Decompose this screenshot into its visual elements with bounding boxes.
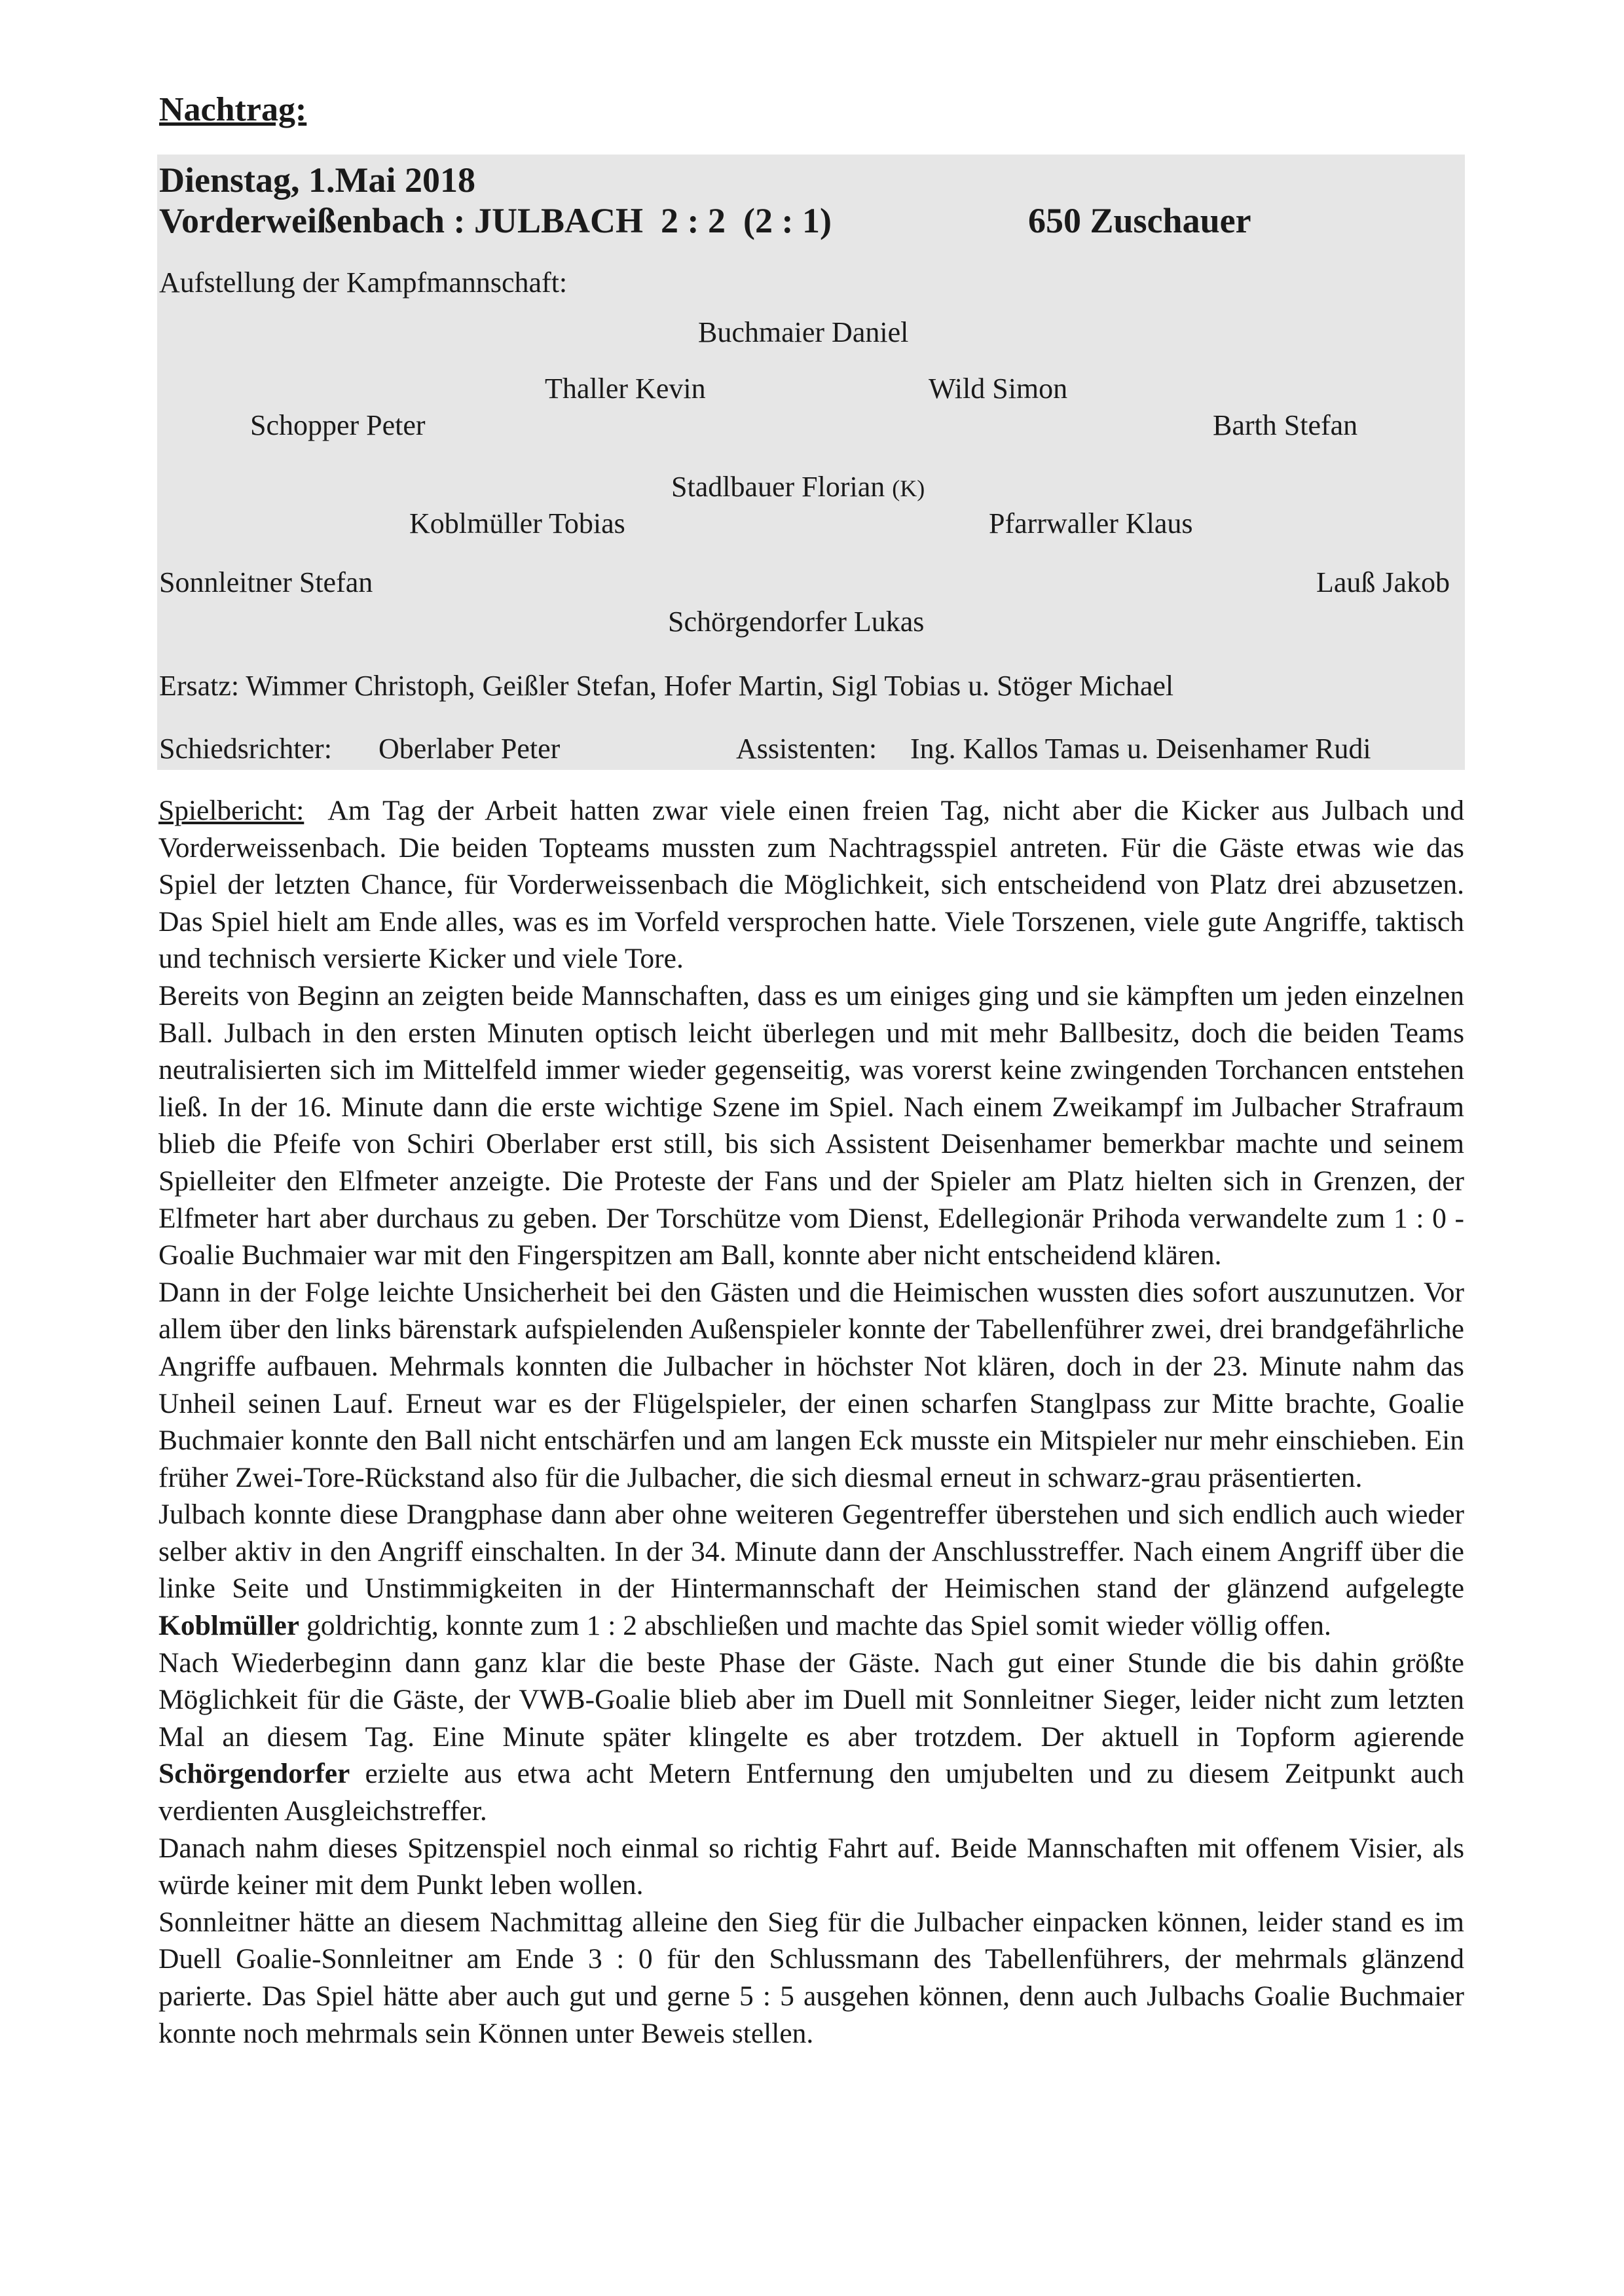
report-paragraph <box>158 1496 1464 1644</box>
substitutes: Ersatz: Wimmer Christoph, Geißler Stefan, Hofer Martin, Sigl Tobias u. Stöger Michael <box>159 670 1174 702</box>
referee-label: Schiedsrichter: <box>159 733 332 765</box>
assistants-names: Ing. Kallos Tamas u. Deisenhamer Rudi <box>910 733 1371 765</box>
player-fb-right: Barth Stefan <box>1213 409 1358 441</box>
player-highlight: Koblmüller <box>158 1610 300 1642</box>
lineup-label: Aufstellung der Kampfmannschaft: <box>159 266 568 299</box>
report-text: erzielte aus etwa acht Metern Entfernung den umjubelten und zu diesem Zeitpunkt auch verdienten Ausgleichstreffer. <box>158 1758 1464 1827</box>
player-highlight: Schörgendorfer <box>158 1758 350 1790</box>
player-wing-right: Lauß Jakob <box>1316 566 1450 598</box>
report-text: Julbach konnte diese Drangphase dann aber ohne weiteren Gegentreffer überstehen und sich endlich auch wieder selber aktiv in den Angriff einschalten. In der 34. Minute dann der Anschlusstreffer. Nach einem Angriff über die linke Seite und Unstimmigkeiten in der Hintermannschaft der Heimischen stand der glänzend aufgelegte <box>158 1499 1464 1605</box>
match-date: Dienstag, 1.Mai 2018 <box>159 160 475 200</box>
match-report <box>158 792 1464 2052</box>
page-title: Nachtrag: <box>159 91 307 128</box>
referee-name: Oberlaber Peter <box>378 733 561 765</box>
player-cb-left: Thaller Kevin <box>545 373 706 405</box>
player-cb-right: Wild Simon <box>929 373 1068 405</box>
report-paragraph <box>158 1645 1464 1830</box>
report-text: Am Tag der Arbeit hatten zwar viele einen freien Tag, nicht aber die Kicker aus Julbach und Vorderweissenbach. Die beiden Topteams mussten zum Nachtragsspiel antreten. Für die Gäste etwas wie das Spiel der letzten Chance, für Vorderweissenbach die Möglichkeit, sich entscheidend von Platz drei abzusetzen. Das Spiel hielt am Ende alles, was es im Vorfeld versprochen hatte. Viele Torszenen, viele gute Angriffe, taktisch und technisch versierte Kicker und viele Tore. <box>158 795 1464 975</box>
report-paragraph: Bereits von Beginn an zeigten beide Mannschaften, dass es um einiges ging und sie kämpften um jeden einzelnen Ball. Julbach in den ersten Minuten optisch leicht überlegen und mit mehr Ballbesitz, doch die beiden Teams neutralisierten sich im Mittelfeld immer wieder gegenseitig, was vorerst keine zwingenden Torchancen entstehen ließ. In der 16. Minute dann die erste wichtige Szene im Spiel. Nach einem Zweikampf im Julbacher Strafraum blieb die Pfeife von Schiri Oberlaber erst still, bis sich Assistent Deisenhamer bemerkbar machte und seinem Spielleiter den Elfmeter anzeigte. Die Proteste der Fans und der Spieler am Platz hielten sich in Grenzen, der Elfmeter hart aber durchaus zu geben. Der Torschütze vom Dienst, Edellegionär Prihoda verwandelte zum 1 : 0 - Goalie Buchmaier war mit den Fingerspitzen am Ball, konnte aber nicht entscheidend klären. <box>158 979 1464 1271</box>
player-mid-right: Pfarrwaller Klaus <box>989 507 1193 539</box>
report-label: Spielbericht: <box>158 795 304 826</box>
player-captain <box>671 470 925 503</box>
player-fb-left: Schopper Peter <box>250 409 426 441</box>
report-paragraph <box>158 792 1464 977</box>
player-mid-left: Koblmüller Tobias <box>409 507 625 539</box>
player-goalkeeper: Buchmaier Daniel <box>698 316 909 348</box>
report-paragraph: Sonnleitner hätte an diesem Nachmittag alleine den Sieg für die Julbacher einpacken können, leider stand es im Duell Goalie-Sonnleitner am Ende 3 : 0 für den Schlussmann des Tabellenführers, der mehrmals glänzend parierte. Das Spiel hätte aber auch gut und gerne 5 : 5 ausgehen können, denn auch Julbachs Goalie Buchmaier konnte noch mehrmals sein Können unter Beweis stellen. <box>158 1906 1464 2049</box>
spectators: 650 Zuschauer <box>1028 201 1251 240</box>
captain-mark: (K) <box>892 475 925 501</box>
assistants-label: Assistenten: <box>736 733 877 765</box>
match-info-box <box>157 155 1465 770</box>
report-paragraph: Dann in der Folge leichte Unsicherheit bei den Gästen und die Heimischen wussten dies sofort auszunutzen. Vor allem über den links bärenstark aufspielenden Außenspieler konnte der Tabellenführer zwei, drei brandgefährliche Angriffe aufbauen. Mehrmals konnten die Julbacher in höchster Not klären, doch in der 23. Minute nahm das Unheil seinen Lauf. Erneut war es der Flügelspieler, der einen scharfen Stanglpass zur Mitte brachte, Goalie Buchmaier konnte den Ball nicht entschärfen und am langen Eck musste ein Mitspieler nur mehr einschieben. Ein früher Zwei-Tore-Rückstand also für die Julbacher, die sich diesmal erneut in schwarz-grau präsentierten. <box>158 1276 1464 1493</box>
player-wing-left: Sonnleitner Stefan <box>159 566 373 598</box>
match-fixture: Vorderweißenbach : JULBACH 2 : 2 (2 : 1) <box>159 201 832 240</box>
report-text: Nach Wiederbeginn dann ganz klar die beste Phase der Gäste. Nach gut einer Stunde die bis dahin größte Möglichkeit für die Gäste, der VWB-Goalie blieb aber im Duell mit Sonnleitner Sieger, leider nicht zum letzten Mal an diesem Tag. Eine Minute später klingelte es aber trotzdem. Der aktuell in Topform agierende <box>158 1647 1464 1753</box>
report-text: goldrichtig, konnte zum 1 : 2 abschließen und machte das Spiel somit wieder völlig offen. <box>306 1610 1331 1642</box>
report-paragraph: Danach nahm dieses Spitzenspiel noch einmal so richtig Fahrt auf. Beide Mannschaften mit offenem Visier, als würde keiner mit dem Punkt leben wollen. <box>158 1832 1464 1901</box>
player-forward: Schörgendorfer Lukas <box>668 606 925 638</box>
player-captain-name: Stadlbauer Florian <box>671 471 885 503</box>
